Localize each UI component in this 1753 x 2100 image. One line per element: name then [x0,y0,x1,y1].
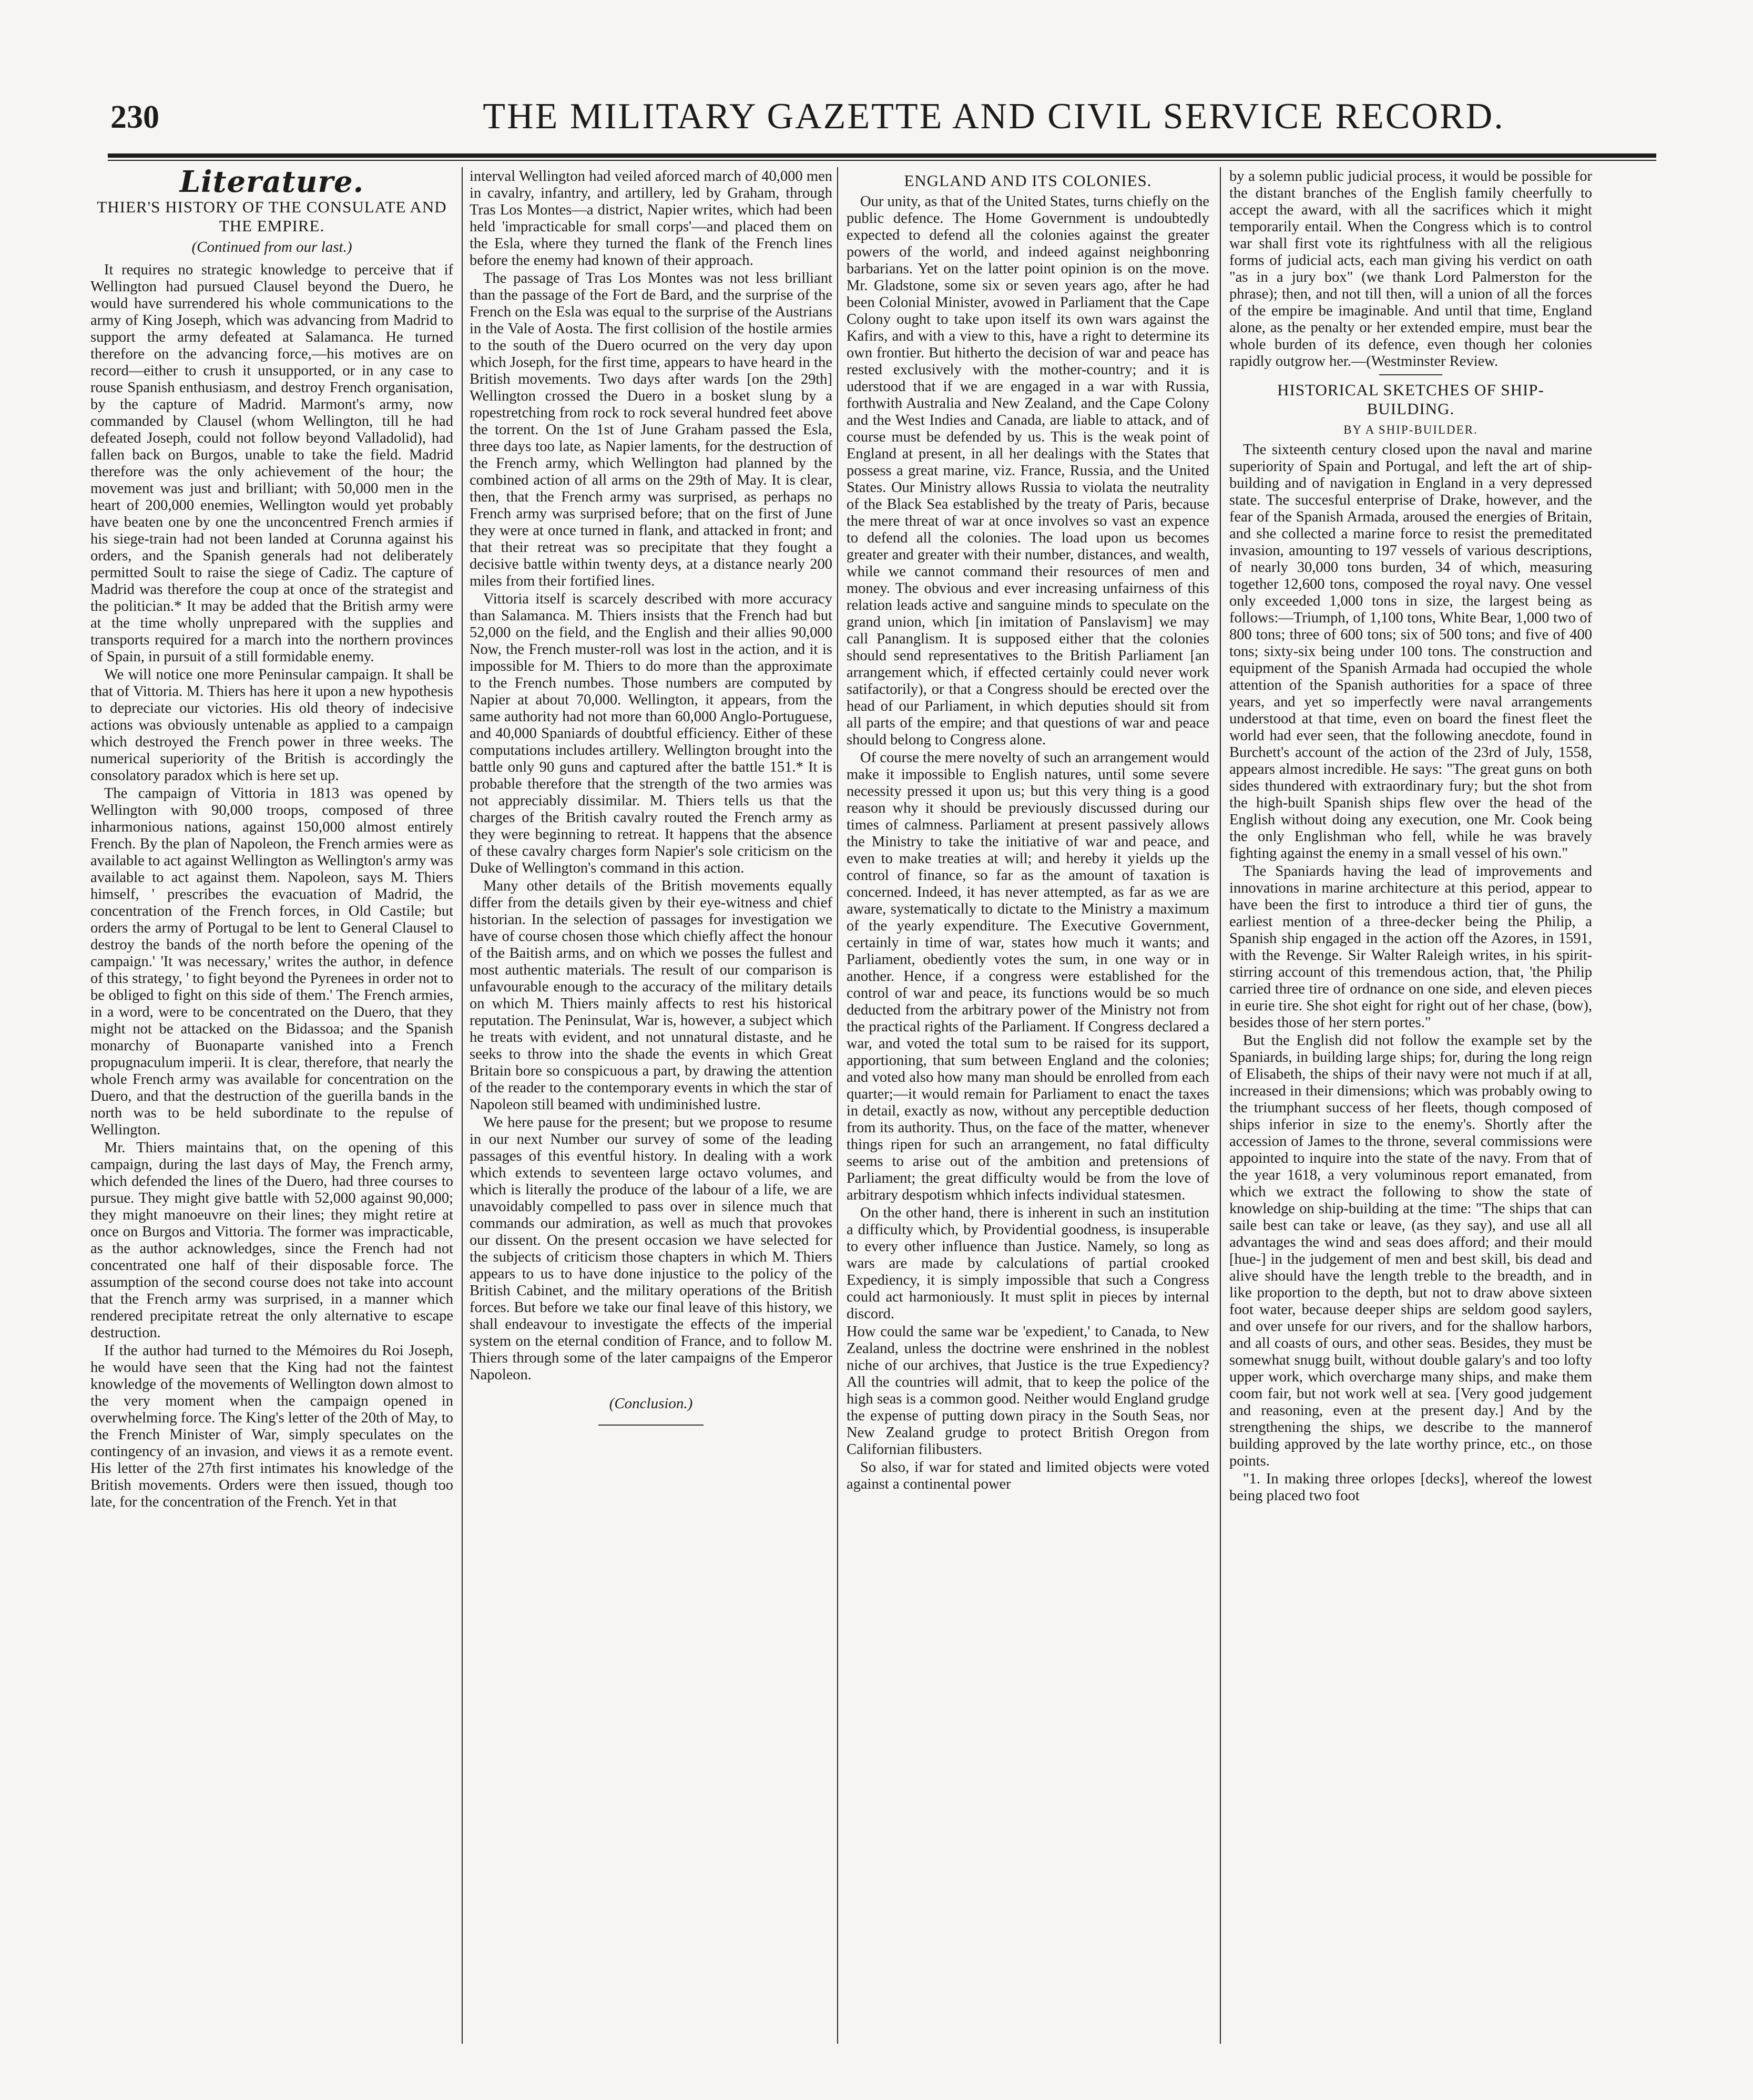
paragraph: The sixteenth century closed upon the naval and marine superiority of Spain and Portugal, and left the art of ship-building and of navigation in England in a very depressed state. The succesful enterprise of Drake, however, and the fear of the Spanish Armada, aroused the energies of Britain, and she collected a marine force to resist the premeditated invasion, amounting to 197 vessels of various descriptions, of nearly 30,000 tons burden, 34 of which, measuring together 12,600 tons, composed the royal navy. One vessel only exceeded 1,000 tons in size, the largest being as follows:—Triumph, of 1,100 tons, White Bear, 1,000 two of 800 tons; three of 600 tons; six of 500 tons; and five of 400 tons; sixty-six being under 100 tons. The construction and equipment of the Spanish Armada had occupied the whole attention of the Spanish authorities for a space of three years, and yet so imperfectly were naval arrangements understood at that time, even on board the finest fleet the world had ever seen, that the following anecdote, found in Burchett's account of the action of the 23rd of July, 1558, appears almost incredible. He says: "The great guns on both sides thundered with extraordinary fury; but the shot from the high-built Spanish ships flew over the head of the English without doing any execution, one Mr. Cook being the only Englishman who fell, while he was bravely fighting against the enemy in a small vessel of his own." [1229,442,1592,862]
masthead-rule-thin [108,160,1656,161]
paragraph: But the English did not follow the example set by the Spaniards, in building large ships; for, during the long reign of Elisabeth, the ships of their navy were not much if at all, increased in their dimensions; which was probably owing to the triumphant success of her fleets, though composed of ships inferior in size to the enemy's. Shortly after the accession of James to the throne, several commissions were appointed to inquire into the state of the navy. From that of the year 1618, a very voluminous report emanated, from which we extract the following to show the state of knowledge on ship-building at the time: "The ships that can saile best can take or leave, (as they say), and use all all advantages the wind and seas does afford; and their mould [hue-] in the judgement of men and best skill, bis dead and alive should have the length treble to the breadth, and in like proportion to the depth, but not to draw above sixteen foot water, because deeper ships are seldom good saylers, and over unsefe for our rivers, and for the shallow harbors, and all coasts of ours, and other seas. Besides, they must be somewhat snugg built, without double galary's and too lofty upper work, which overcharge many ships, and make them coom fair, but not work well at sea. [Very good judgement and reasoning, even at the present day.] And by the strengthening the ships, we describe to the mannerof building approved by the late worthy prince, etc., on those points. [1229,1032,1592,1469]
paragraph: On the other hand, there is inherent in such an institution a difficulty which, by Providential goodness, is insuperable to every other influence than Justice. Namely, so long as wars are made by calculations of partial crooked Expediency, it is simply impossible that such a Congress could act harmoniously. It must split in pieces by internal discord. [847,1205,1209,1322]
conclusion-note: (Conclusion.) [609,1395,693,1412]
page-number: 230 [110,99,159,135]
paragraph: Of course the mere novelty of such an arrangement would make it impossible to English natures, until some severe necessity pressed it upon us; but this very thing is a good reason why it should be previously discussed during our times of calmness. Parliament at present passively allows the Ministry to take the initiative of war and peace, and even to make treaties at will; and hereby it yields up the control of finance, so far as the amount of taxation is concerned. Indeed, it has never attempted, as far as we are aware, systematically to dictate to the Ministry a maximum of the yearly expenditure. The Executive Government, certainly in time of war, states how much it wants; and Parliament, obediently votes the sum, in one way or in another. Hence, if a congress were established for the control of war and peace, its functions would be so much deducted from the arbitrary power of the Ministry not from the practical rights of the Parliament. If Congress declared a war, and voted the total sum to be raised for its support, apportioning, that sum between England and the colonies; and voted also how many man should be enrolled from each quarter;—it would remain for Parliament to enact the taxes in detail, exactly as now, without any perceptible deduction from its authority. Thus, on the face of the matter, whenever things ripen for such an arrangement, no fatal difficulty seems to arise out of the ambition and pretensions of Parliament; the great difficulty would be from the love of arbitrary despotism whhich infects individual statesmen. [847,750,1209,1203]
paragraph: The campaign of Vittoria in 1813 was opened by Wellington with 90,000 troops, composed of three inharmonious nations, against 150,000 almost entirely French. By the plan of Napoleon, the French armies were as available to act against Wellington as Wellington's army was available to act against them. Napoleon, says M. Thiers himself, ' prescribes the evacuation of Madrid, the concentration of the French forces, in Old Castile; but orders the army of Portugal to be lent to General Clausel to destroy the bands of the north before the opening of the campaign.' 'It was necessary,' writes the author, in defence of this strategy, ' to fight beyond the Pyrenees in order not to be obliged to fight on this side of them.' The French armies, in a word, were to be concentrated on the Duero, that they might not be attacked on the Bidassoa; and the Spanish monarchy of Buonaparte vanished into a French propugnaculum imperii. It is clear, therefore, that nearly the whole French army was available for concentration on the Duero, and that the destruction of the guerilla bands in the north was to be held subordinate to the repulse of Wellington. [90,785,453,1138]
paragraph: If the author had turned to the Mémoires du Roi Joseph, he would have seen that the King had not the faintest knowledge of the movements of Wellington down almost to the very moment when the campaign opened in overwhelming force. The King's letter of the 20th of May, to the French Minister of War, simply speculates on the contingency of an invasion, and views it as a remote event. His letter of the 27th first intimates his knowledge of the British movements. Orders were then issued, though too late, for the concentration of the French. Yet in that [90,1343,453,1510]
column-rule [1220,167,1221,2044]
section-heading: Literature. [179,168,364,199]
paragraph: Mr. Thiers maintains that, on the opening of this campaign, during the last days of May, the French army, which defended the lines of the Duero, had three courses to pursue. They might give battle with 52,000 against 90,000; they might manoeuvre on their lines; they might retire at once on Burgos and Vittoria. The former was impracticable, as the author acknowledges, since the French had not concentrated one half of their disposable force. The assumption of the second course does not take into account that the French army was surprised, in a manner which rendered precipitate retreat the only alternative to escape destruction. [90,1140,453,1341]
paragraph: interval Wellington had veiled aforced march of 40,000 men in cavalry, infantry, and artillery, led by Graham, through Tras Los Montes—a district, Napier writes, which had been held 'impracticable for small corps'—and placed them on the Esla, where they turned the flank of the French lines before the enemy had known of their approach. [470,168,832,269]
article-title: ENGLAND AND ITS COLONIES. [904,171,1152,190]
article-separator [1379,374,1442,375]
paragraph: So also, if war for stated and limited objects were voted against a continental power [847,1459,1209,1492]
paragraph: The passage of Tras Los Montes was not less brilliant than the passage of the Fort de Bard, and the surprise of the French on the Esla was equal to the surprise of the Austrians in the Vale of Aosta. The first collision of the hostile armies to the south of the Duero ocurred on the very day upon which Joseph, for the first time, appears to have heard in the British movements. Two days after wards [on the 29th] Wellington crossed the Duero in a bosket slung by a ropestretching from rock to rock several hundred feet above the torrent. On the 1st of June Graham passed the Esla, three days too late, as Napier laments, for the destruction of the French army, which Wellington had planned by the combined action of all arms on the 29th of May. It is clear, then, that the French army was surprised, as perhaps no French army was surprised before; that on the first of June they were at once turned in flank, and attacked in front; and that their retreat was so precipitate that they fought a decisive battle within twenty deys, at a distance nearly 200 miles from their fortified lines. [470,270,832,589]
column-2 [470,168,832,2040]
paragraph: "1. In making three orlopes [decks], whereof the lowest being placed two foot [1229,1471,1592,1504]
column-4 [1229,168,1592,2040]
paragraph: Many other details of the British movements equally differ from the details given by their eye-witness and chief historian. In the selection of passages for investigation we have of course chosen those which chiefly affect the honour of the Baitish arms, and on which we posses the fullest and most authentic materials. The result of our comparison is unfavourable enough to the accuracy of the military details on which M. Thiers mainly affects to rest his historical reputation. The Peninsulat, War is, however, a subject which he treats with evident, and not unnatural distaste, and he seeks to throw into the shade the events in which Great Britain bore so conspicuous a part, by drawing the attention of the reader to the contemporary events in which the star of Napoleon still beamed with undiminished lustre. [470,878,832,1113]
paragraph: We here pause for the present; but we propose to resume in our next Number our survey of some of the leading passages of this eventful history. In dealing with a work which extends to seventeen large octavo volumes, and which is literally the produce of the labour of a life, we are unavoidably compelled to pass over in silence much that commands our admiration, as well as much that provokes our dissent. On the present occasion we have selected for the subjects of criticism those chapters in which M. Thiers appears to us to have done injustice to the policy of the British Cabinet, and the military operations of the British forces. But before we take our final leave of this history, we shall endeavour to investigate the effects of the imperial system on the eternal condition of France, and to follow M. Thiers through some of the later campaigns of the Emperor Napoleon. [470,1114,832,1383]
masthead-rule [108,153,1656,158]
column-3 [847,168,1209,2040]
article-end-rule [598,1425,704,1426]
paragraph: How could the same war be 'expedient,' to Canada, to New Zealand, unless the doctrine were enshrined in the noblest niche of our archives, that Justice is the true Expediency? All the countries will admit, that to keep the police of the high seas is a common good. Neither would England grudge the expense of putting down piracy in the South Seas, nor New Zealand grudge to protect British Oregon from Californian filibusters. [847,1324,1209,1458]
article-title: THIER'S HISTORY OF THE CONSULATE AND THE EMPIRE. [97,198,447,235]
paragraph: by a solemn public judicial process, it would be possible for the distant branches of the English family cheerfully to accept the award, with all the sacrifices which it might temporarily entail. When the Congress which is to control war shall first vote its rightfulness with all the religious forms of judicial acts, each man giving his verdict on oath "as in a jury box" (we thank Lord Palmerston for the phrase); then, and not till then, will a union of all the forces of the empire be imaginable. And until that time, England alone, as the penalty or her extended empire, must bear the whole burden of its defence, even though her colonies rapidly outgrow her.—(Westminster Review. [1229,168,1592,370]
paragraph: It requires no strategic knowledge to perceive that if Wellington had pursued Clausel beyond the Duero, he would have surrendered his whole communications to the army of King Joseph, which was advancing from Madrid to support the army defeated at Salamanca. He turned therefore on the advancing force,—his motives are on record—either to crush it unsupported, or in any case to rouse Spanish enthusiasm, and destroy French organisation, by the capture of Madrid. Marmont's army, now commanded by Clausel (whom Wellington, till he had defeated Joseph, could not follow beyond Valladolid), had fallen back on Burgos, unable to take the field. Madrid therefore was the only achievement of the hour; the movement was just and brilliant; with 50,000 men in the heart of 200,000 enemies, Wellington would yet probably have beaten one by one the unconcentred French armies if his siege-train had not been landed at Corunna against his orders, and the Spanish generals had not deliberately permitted Soult to raise the siege of Cadiz. The capture of Madrid was therefore the coup at once of the strategist and the politician.* It may be added that the British army were at the time wholly unprepared with the supplies and transports required for a march into the northern provinces of Spain, in pursuit of a still formidable enemy. [90,262,453,665]
column-rule [837,167,838,2044]
article-title: HISTORICAL SKETCHES OF SHIP-BUILDING. [1277,381,1544,418]
newspaper-title: THE MILITARY GAZETTE AND CIVIL SERVICE RECORD. [483,96,1505,137]
column-rule [462,167,463,2044]
paragraph: We will notice one more Peninsular campaign. It shall be that of Vittoria. M. Thiers has here it upon a new hypothesis to depreciate our victories. His old theory of indecisive actions was obviously untenable as applied to a campaign which destroyed the French power in three weeks. The numerical superiority of the British is accordingly the consolatory paradox which is here set up. [90,667,453,784]
byline: BY A SHIP-BUILDER. [1343,423,1478,436]
column-1 [90,168,453,2040]
masthead [110,94,1656,151]
paragraph: Our unity, as that of the United States, turns chiefly on the public defence. The Home Government is undoubtedly expected to defend all the colonies against the greater powers of the world, and indeed against neighbonring barbarians. Yet on the latter point opinion is on the move. Mr. Gladstone, some six or seven years ago, after he had been Colonial Minister, avowed in Parliament that the Cape Colony ought to take upon itself its own wars against the Kafirs, and with a view to this, have a right to determine its own frontier. But hitherto the decision of war and peace has rested exclusively with the mother-country; and it is uderstood that if we are engaged in a war with Russia, forthwith Australia and New Zealand, and the Cape Colony and the West Indies and Canada, are liable to attack, and of course must be defended by us. This is the weak point of England at present, in all her dealings with the States that possess a great marine, viz. France, Russia, and the United States. Our Ministry allows Russia to violata the neutrality of the Black Sea established by the treaty of Paris, because the mere threat of war at once involves so vast an expence to defend all the colonies. The load upon us becomes greater and greater with their number, distances, and wealth, while we cannot command their resources of men and money. The obvious and ever increasing unfairness of this relation leads active and sanguine minds to speculate on the grand union, which [in imitation of Panslavism] we may call Pananglism. It is supposed either that the colonies should send representatives to the British Parliament [an arrangement which, if effected certainly could never work satifactorily), or that a Congress should be erected over the head of our Parliament, in which deputies should sit from all parts of the empire; and that questions of war and peace should belong to Congress alone. [847,193,1209,748]
paragraph: The Spaniards having the lead of improvements and innovations in marine architecture at this period, appear to have been the first to introduce a third tier of guns, the earliest mention of a three-decker being the Philip, a Spanish ship engaged in the action off the Azores, in 1591, with the Revenge. Sir Walter Raleigh writes, in his spirit-stirring account of this tremendous action, that, 'the Philip carried three tire of ordnance on one side, and eleven pieces in eurie tire. She shot eight for right out of her chase, (bow), besides those of her stern portes." [1229,863,1592,1031]
paragraph: Vittoria itself is scarcely described with more accuracy than Salamanca. M. Thiers insists that the French had but 52,000 on the field, and the English and their allies 90,000 Now, the French muster-roll was lost in the action, and it is impossible for M. Thiers to do more than the approximate to the French numbes. Those numbers are computed by Napier at about 70,000. Wellington, it appears, from the same authority had not more than 60,000 Anglo-Portuguese, and 40,000 Spaniards of doubtful efficiency. Either of these computations includes artillery. Wellington brought into the battle only 90 guns and captured after the battle 151.* It is probable therefore that the strength of the two armies was not appreciably dissimilar. M. Thiers tells us that the charges of the British cavalry routed the French army as they were beginning to retreat. It happens that the absence of these cavalry charges form Napier's sole criticism on the Duke of Wellington's command in this action. [470,591,832,876]
article-subtitle: (Continued from our last.) [191,239,352,255]
